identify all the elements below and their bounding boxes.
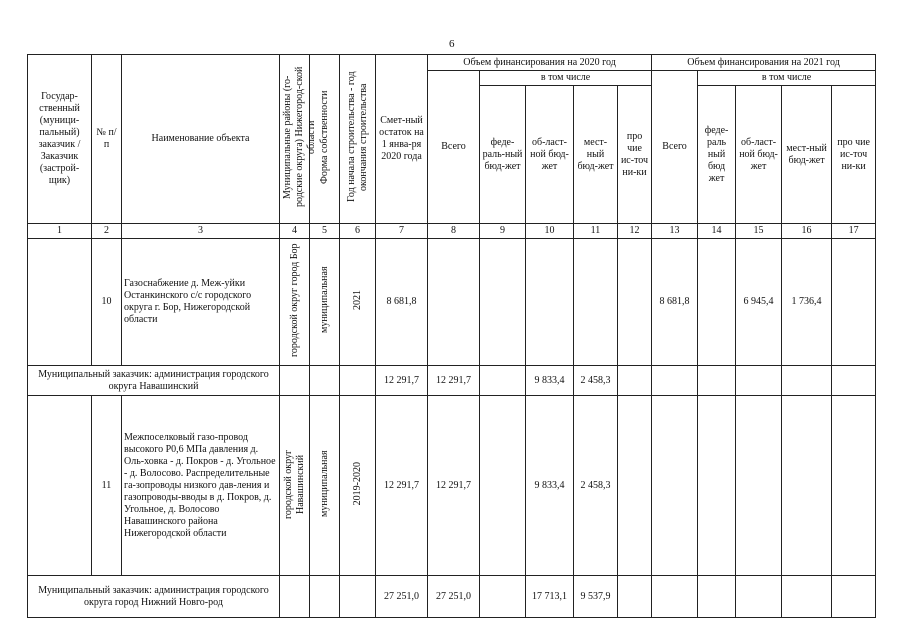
header-loc-2021: мест-ный бюд-жет <box>782 86 832 224</box>
col-number: 15 <box>736 224 782 239</box>
col-number: 7 <box>376 224 428 239</box>
row-oth-2021 <box>832 239 876 366</box>
row-num: 11 <box>92 396 122 576</box>
row-district-text: городской округ город Бор <box>288 243 300 357</box>
customer-years <box>340 576 376 618</box>
row-total-2020: 12 291,7 <box>428 396 480 576</box>
header-incl-2021: в том числе <box>698 71 876 86</box>
header-incl-2020: в том числе <box>480 71 652 86</box>
customer-reg-2020: 9 833,4 <box>526 366 574 396</box>
customer-district <box>280 366 310 396</box>
col-number: 14 <box>698 224 736 239</box>
customer-oth-2020 <box>618 366 652 396</box>
customer-loc-2021 <box>782 366 832 396</box>
row-reg-2021: 6 945,4 <box>736 239 782 366</box>
col-number: 10 <box>526 224 574 239</box>
row-oth-2021 <box>832 396 876 576</box>
col-number: 12 <box>618 224 652 239</box>
col-number: 2 <box>92 224 122 239</box>
col-number: 9 <box>480 224 526 239</box>
row-loc-2020: 2 458,3 <box>574 396 618 576</box>
column-number-row <box>28 224 876 239</box>
row-customer <box>28 239 92 366</box>
row-remainder: 8 681,8 <box>376 239 428 366</box>
header-num: № п/п <box>92 55 122 224</box>
header-oth-2021: про чие ис-точ ни-ки <box>832 86 876 224</box>
customer-remainder: 12 291,7 <box>376 366 428 396</box>
customer-fed-2020 <box>480 366 526 396</box>
header-oth-2020: про чие ис-точ ни-ки <box>618 86 652 224</box>
col-number: 13 <box>652 224 698 239</box>
header-fed-2020: феде-раль-ный бюд-жет <box>480 86 526 224</box>
customer-label: Муниципальный заказчик: администрация городского округа Навашинский <box>28 366 280 396</box>
row-years-text: 2019-2020 <box>351 461 363 506</box>
customer-district <box>280 576 310 618</box>
customer-total-2020: 12 291,7 <box>428 366 480 396</box>
header-years <box>340 55 376 224</box>
row-fed-2021 <box>698 396 736 576</box>
customer-reg-2021 <box>736 366 782 396</box>
header-fin-2021: Объем финансирования на 2021 год <box>652 55 876 71</box>
customer-label: Муниципальный заказчик: администрация городского округа город Нижний Новго-род <box>28 576 280 618</box>
customer-years <box>340 366 376 396</box>
row-reg-2020: 9 833,4 <box>526 396 574 576</box>
row-district <box>280 239 310 366</box>
table-row <box>28 396 876 576</box>
customer-fed-2021 <box>698 366 736 396</box>
header-fin-2020: Объем финансирования на 2020 год <box>428 55 652 71</box>
col-number: 3 <box>122 224 280 239</box>
row-loc-2021 <box>782 396 832 576</box>
row-total-2021 <box>652 396 698 576</box>
customer-total-2021 <box>652 366 698 396</box>
customer-ownership <box>310 576 340 618</box>
row-reg-2020 <box>526 239 574 366</box>
row-ownership-text: муниципальная <box>318 266 330 334</box>
row-years <box>340 396 376 576</box>
row-total-2021: 8 681,8 <box>652 239 698 366</box>
customer-remainder: 27 251,0 <box>376 576 428 618</box>
row-reg-2021 <box>736 396 782 576</box>
row-years-text: 2021 <box>351 290 363 310</box>
customer-oth-2020 <box>618 576 652 618</box>
col-number: 4 <box>280 224 310 239</box>
row-oth-2020 <box>618 396 652 576</box>
customer-loc-2021 <box>782 576 832 618</box>
header-loc-2020: мест-ный бюд-жет <box>574 86 618 224</box>
row-customer <box>28 396 92 576</box>
header-ownership-text: Форма собственности <box>318 90 330 184</box>
customer-total-2020: 27 251,0 <box>428 576 480 618</box>
customer-total-2021 <box>652 576 698 618</box>
financing-table <box>27 54 876 618</box>
row-ownership <box>310 396 340 576</box>
customer-reg-2020: 17 713,1 <box>526 576 574 618</box>
row-loc-2021: 1 736,4 <box>782 239 832 366</box>
header-district <box>280 55 317 224</box>
customer-ownership <box>310 366 340 396</box>
customer-oth-2021 <box>832 576 876 618</box>
col-number: 16 <box>782 224 832 239</box>
header-fed-2021: феде-раль ный бюд жет <box>698 86 736 224</box>
row-fed-2020 <box>480 239 526 366</box>
col-number: 6 <box>340 224 376 239</box>
header-reg-2021: об-ласт-ной бюд-жет <box>736 86 782 224</box>
header-years-text: Год начала строительства - год окончания строительства <box>345 71 369 203</box>
row-fed-2021 <box>698 239 736 366</box>
customer-loc-2020: 9 537,9 <box>574 576 618 618</box>
header-total-2021: Всего <box>652 71 698 224</box>
row-object-name: Газоснабжение д. Меж-уйки Останкинского с/с городского округа г. Бор, Нижегородской области <box>122 239 280 366</box>
customer-row <box>28 576 876 618</box>
customer-fed-2021 <box>698 576 736 618</box>
col-number: 8 <box>428 224 480 239</box>
row-district-text: городской округ Навашинский <box>282 448 306 519</box>
customer-loc-2020: 2 458,3 <box>574 366 618 396</box>
page-number: 6 <box>449 38 455 50</box>
col-number: 5 <box>310 224 340 239</box>
customer-reg-2021 <box>736 576 782 618</box>
row-num: 10 <box>92 239 122 366</box>
row-object-name: Межпоселковый газо-провод высокого Р0,6 МПа давления д. Оль-ховка - д. Покров - д. Угольное - д. Волосово. Распределительные га-зопроводы низкого дав-ления и газопроводы-вводы в д. Покров, д. Угольное, д. Волосово Навашинского района Нижегородской области <box>122 396 280 576</box>
row-years <box>340 239 376 366</box>
col-number: 11 <box>574 224 618 239</box>
header-remainder: Смет-ный остаток на 1 янва-ря 2020 года <box>376 55 428 224</box>
row-ownership-text: муниципальная <box>318 450 330 517</box>
row-fed-2020 <box>480 396 526 576</box>
header-object-name: Наименование объекта <box>122 55 280 224</box>
table-row <box>28 239 876 366</box>
row-total-2020 <box>428 239 480 366</box>
header-district-text: Муниципальные районы (го-родские округа) Нижегород-ской области <box>282 66 317 208</box>
header-total-2020: Всего <box>428 71 480 224</box>
customer-oth-2021 <box>832 366 876 396</box>
col-number: 17 <box>832 224 876 239</box>
customer-row <box>28 366 876 396</box>
row-ownership <box>310 239 340 366</box>
col-number: 1 <box>28 224 92 239</box>
customer-fed-2020 <box>480 576 526 618</box>
row-district <box>280 396 310 576</box>
row-oth-2020 <box>618 239 652 366</box>
row-remainder: 12 291,7 <box>376 396 428 576</box>
header-reg-2020: об-ласт-ной бюд-жет <box>526 86 574 224</box>
header-customer: Государ-ственный (муници-пальный) заказчик / Заказчик (застрой-щик) <box>28 55 92 224</box>
row-loc-2020 <box>574 239 618 366</box>
header-row-1 <box>28 55 876 71</box>
